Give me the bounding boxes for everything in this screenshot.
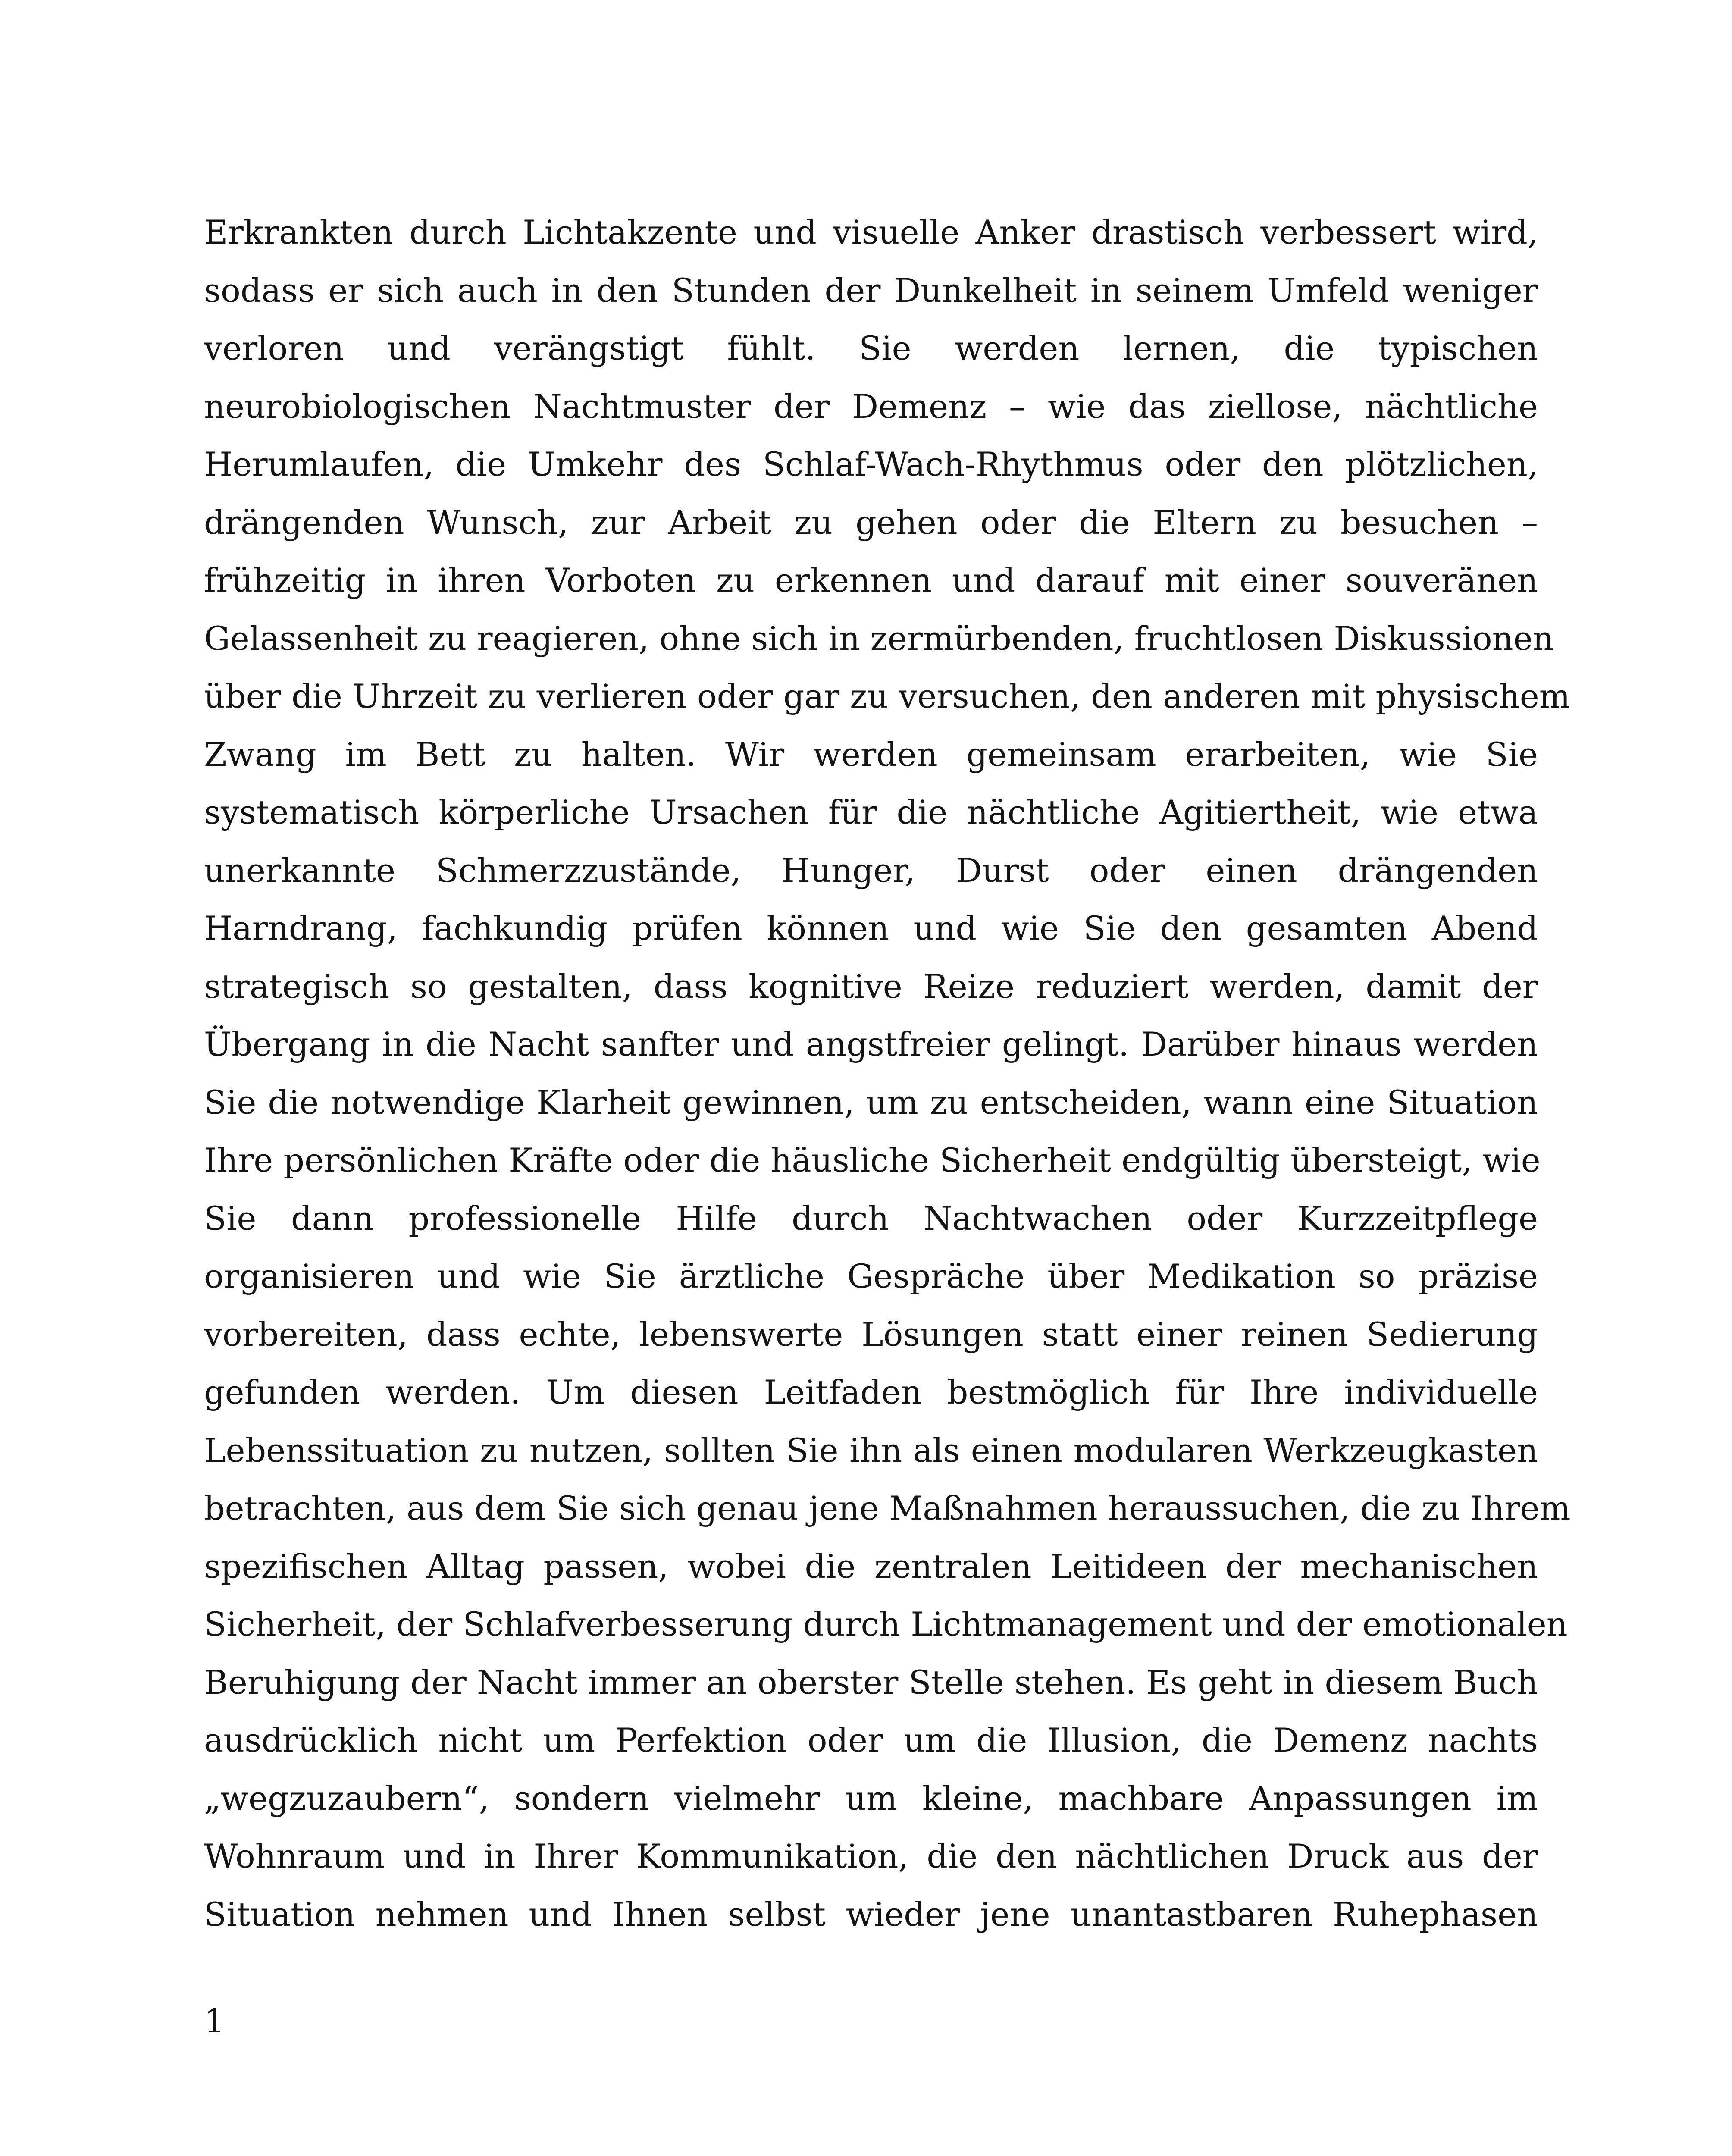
text-line: Herumlaufen, die Umkehr des Schlaf-Wach-Rhythmus oder den plötzlichen, (204, 445, 1538, 483)
text-line: Wohnraum und in Ihrer Kommunikation, die den nächtlichen Druck aus der (204, 1837, 1538, 1875)
text-line: Situation nehmen und Ihnen selbst wieder jene unantastbaren Ruhephasen (204, 1895, 1538, 1934)
text-line: unerkannte Schmerzzustände, Hunger, Durst oder einen drängenden (204, 851, 1538, 890)
text-line: Übergang in die Nacht sanfter und angstfreier gelingt. Darüber hinaus werden (204, 1025, 1538, 1063)
text-line: gefunden werden. Um diesen Leitfaden bestmöglich für Ihre individuelle (204, 1373, 1538, 1411)
text-line: drängenden Wunsch, zur Arbeit zu gehen oder die Eltern zu besuchen – (204, 503, 1538, 542)
text-line: Ihre persönlichen Kräfte oder die häusliche Sicherheit endgültig übersteigt, wie (204, 1141, 1541, 1179)
text-line: über die Uhrzeit zu verlieren oder gar zu versuchen, den anderen mit physischem (204, 677, 1570, 715)
page-number: 1 (204, 2002, 225, 2040)
text-line: Harndrang, fachkundig prüfen können und wie Sie den gesamten Abend (204, 909, 1538, 947)
text-line: betrachten, aus dem Sie sich genau jene Maßnahmen heraussuchen, die zu Ihrem (204, 1489, 1571, 1527)
text-line: Sicherheit, der Schlafverbesserung durch Lichtmanagement und der emotionalen (204, 1605, 1568, 1643)
text-line: strategisch so gestalten, dass kognitive Reize reduziert werden, damit der (204, 967, 1538, 1006)
text-line: Zwang im Bett zu halten. Wir werden gemeinsam erarbeiten, wie Sie (204, 735, 1538, 774)
text-line: spezifischen Alltag passen, wobei die zentralen Leitideen der mechanischen (204, 1547, 1538, 1586)
text-line: Beruhigung der Nacht immer an oberster Stelle stehen. Es geht in diesem Buch (204, 1663, 1538, 1702)
body-paragraph (204, 204, 1571, 1943)
text-line: vorbereiten, dass echte, lebenswerte Lösungen statt einer reinen Sedierung (204, 1315, 1538, 1354)
text-line: neurobiologischen Nachtmuster der Demenz – wie das ziellose, nächtliche (204, 387, 1538, 426)
text-line: ausdrücklich nicht um Perfektion oder um die Illusion, die Demenz nachts (204, 1721, 1538, 1759)
text-line: systematisch körperliche Ursachen für die nächtliche Agitiertheit, wie etwa (204, 793, 1538, 831)
text-line: Sie dann professionelle Hilfe durch Nachtwachen oder Kurzzeitpflege (204, 1199, 1538, 1238)
text-line: Sie die notwendige Klarheit gewinnen, um zu entscheiden, wann eine Situation (204, 1083, 1538, 1122)
text-line: frühzeitig in ihren Vorboten zu erkennen und darauf mit einer souveränen (204, 561, 1538, 599)
text-line: „wegzuzaubern“, sondern vielmehr um kleine, machbare Anpassungen im (204, 1779, 1538, 1818)
text-line: verloren und verängstigt fühlt. Sie werden lernen, die typischen (204, 329, 1538, 367)
text-line: Lebenssituation zu nutzen, sollten Sie ihn als einen modularen Werkzeugkasten (204, 1431, 1538, 1470)
text-line: Gelassenheit zu reagieren, ohne sich in zermürbenden, fruchtlosen Diskussionen (204, 619, 1554, 658)
text-line: organisieren und wie Sie ärztliche Gespräche über Medikation so präzise (204, 1257, 1538, 1295)
text-line: sodass er sich auch in den Stunden der Dunkelheit in seinem Umfeld weniger (204, 271, 1538, 310)
text-line: Erkrankten durch Lichtakzente und visuelle Anker drastisch verbessert wird, (204, 213, 1538, 251)
